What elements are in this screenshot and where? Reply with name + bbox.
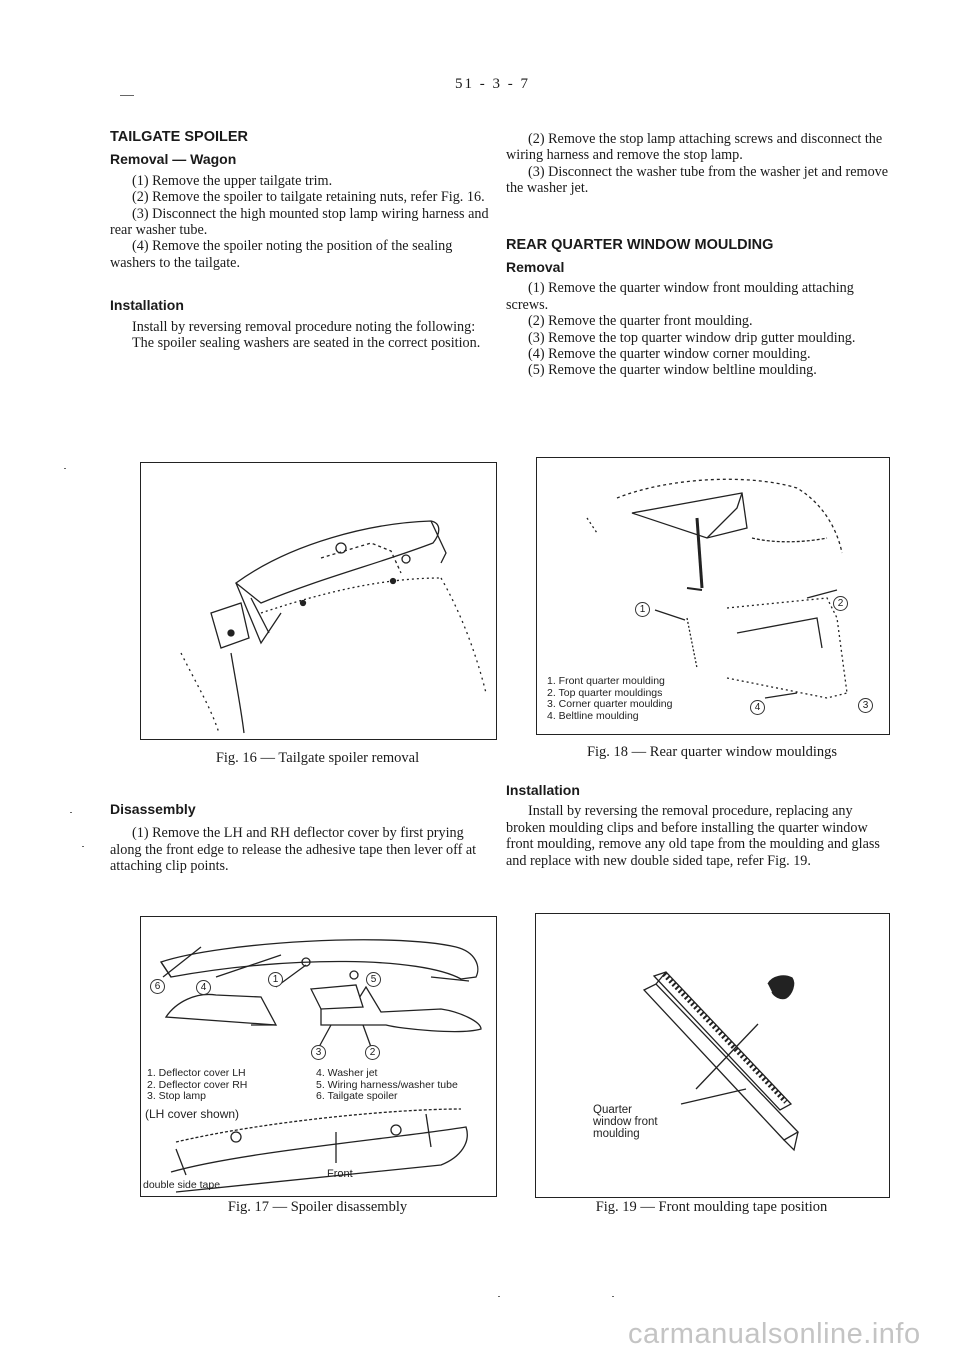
fig17-legend-right: 4. Washer jet 5. Wiring harness/washer tube 6. Tailgate spoiler <box>316 1067 458 1102</box>
callout-1: 1 <box>635 602 650 617</box>
callout-2: 2 <box>833 596 848 611</box>
removal-heading: Removal <box>506 259 565 276</box>
fig16-illustration <box>140 462 497 740</box>
removal-step: (1) Remove the upper tailgate trim. <box>132 172 333 189</box>
section-title: TAILGATE SPOILER <box>110 129 249 145</box>
removal-step: (3) Disconnect the washer tube from the washer jet and remove the washer jet. <box>506 163 889 197</box>
scan-speck <box>70 812 72 813</box>
tape-label: double side tape <box>143 1179 221 1191</box>
callout-5: 5 <box>366 972 381 987</box>
installation-text: Install by reversing removal procedure noting the following: <box>132 318 476 335</box>
scan-speck <box>612 1296 614 1297</box>
fig18-legend: 1. Front quarter moulding 2. Top quarter mouldings 3. Corner quarter moulding 4. Beltline moulding <box>547 675 673 722</box>
callout-4: 4 <box>196 980 211 995</box>
front-label: Front <box>327 1168 353 1180</box>
disassembly-heading: Disassembly <box>110 801 196 817</box>
tailgate-spoiler-drawing <box>141 463 496 739</box>
watermark: carmanualsonline.info <box>628 1318 921 1350</box>
fig17-caption: Fig. 17 — Spoiler disassembly <box>227 1199 408 1215</box>
fig16-caption: Fig. 16 — Tailgate spoiler removal <box>215 750 420 766</box>
callout-2: 2 <box>365 1045 380 1060</box>
callout-3: 3 <box>311 1045 326 1060</box>
installation-text: Install by reversing the removal procedure, replacing any broken moulding clips and before installing the quarter window front moulding, remove any old tape from the moulding and glass and replace with new double sided tape, refer Fig. 19. <box>506 803 880 869</box>
fig18-caption: Fig. 18 — Rear quarter window mouldings <box>586 744 838 760</box>
callout-6: 6 <box>150 979 165 994</box>
removal-step: (2) Remove the spoiler to tailgate retaining nuts, refer Fig. 16. <box>132 189 485 206</box>
fig18-illustration <box>536 457 890 735</box>
fig17-illustration <box>140 916 497 1197</box>
rq-installation-section <box>506 782 890 869</box>
scan-speck <box>82 846 84 847</box>
removal-step: (1) Remove the quarter window front moulding attaching screws. <box>506 280 854 313</box>
section-title: REAR QUARTER WINDOW MOULDING <box>506 236 774 253</box>
fig19-caption: Fig. 19 — Front moulding tape position <box>595 1199 828 1215</box>
removal-step: (3) Disconnect the high mounted stop lamp wiring harness and rear washer tube. <box>110 205 489 239</box>
removal-step: (4) Remove the spoiler noting the position of the sealing washers to the tailgate. <box>110 238 453 271</box>
removal-step: (4) Remove the quarter window corner moulding. <box>528 346 811 363</box>
tailgate-spoiler-section <box>110 129 490 351</box>
fig17-legend-left: 1. Deflector cover LH 2. Deflector cover RH 3. Stop lamp <box>147 1067 248 1102</box>
removal-step: (2) Remove the stop lamp attaching screws and disconnect the wiring harness and remove the stop lamp. <box>506 131 883 164</box>
callout-1: 1 <box>268 972 283 987</box>
disassembly-text: (1) Remove the LH and RH deflector cover by first prying along the front edge to release the adhesive tape then lever off at attaching clip points. <box>110 825 477 875</box>
quarter-window-label: Quarter window front moulding <box>593 1104 658 1140</box>
removal-step: (2) Remove the quarter front moulding. <box>528 313 753 330</box>
installation-heading: Installation <box>506 782 580 798</box>
page-number: 51 - 3 - 7 <box>455 76 530 92</box>
scan-speck <box>498 1296 500 1297</box>
callout-4: 4 <box>750 700 765 715</box>
moulding-tape-drawing <box>536 914 889 1197</box>
disassembly-section <box>110 801 490 875</box>
cover-note: (LH cover shown) <box>145 1107 240 1121</box>
removal-step: (5) Remove the quarter window beltline moulding. <box>528 362 817 379</box>
fig19-illustration <box>535 913 890 1198</box>
installation-text: The spoiler sealing washers are seated in the correct position. <box>132 335 481 352</box>
scan-speck <box>120 95 134 96</box>
installation-heading: Installation <box>110 297 184 314</box>
callout-3: 3 <box>858 698 873 713</box>
removal-step: (3) Remove the top quarter window drip gutter moulding. <box>528 329 856 346</box>
scan-speck <box>64 468 66 469</box>
stop-lamp-continued <box>506 131 890 379</box>
removal-heading: Removal — Wagon <box>110 151 237 168</box>
